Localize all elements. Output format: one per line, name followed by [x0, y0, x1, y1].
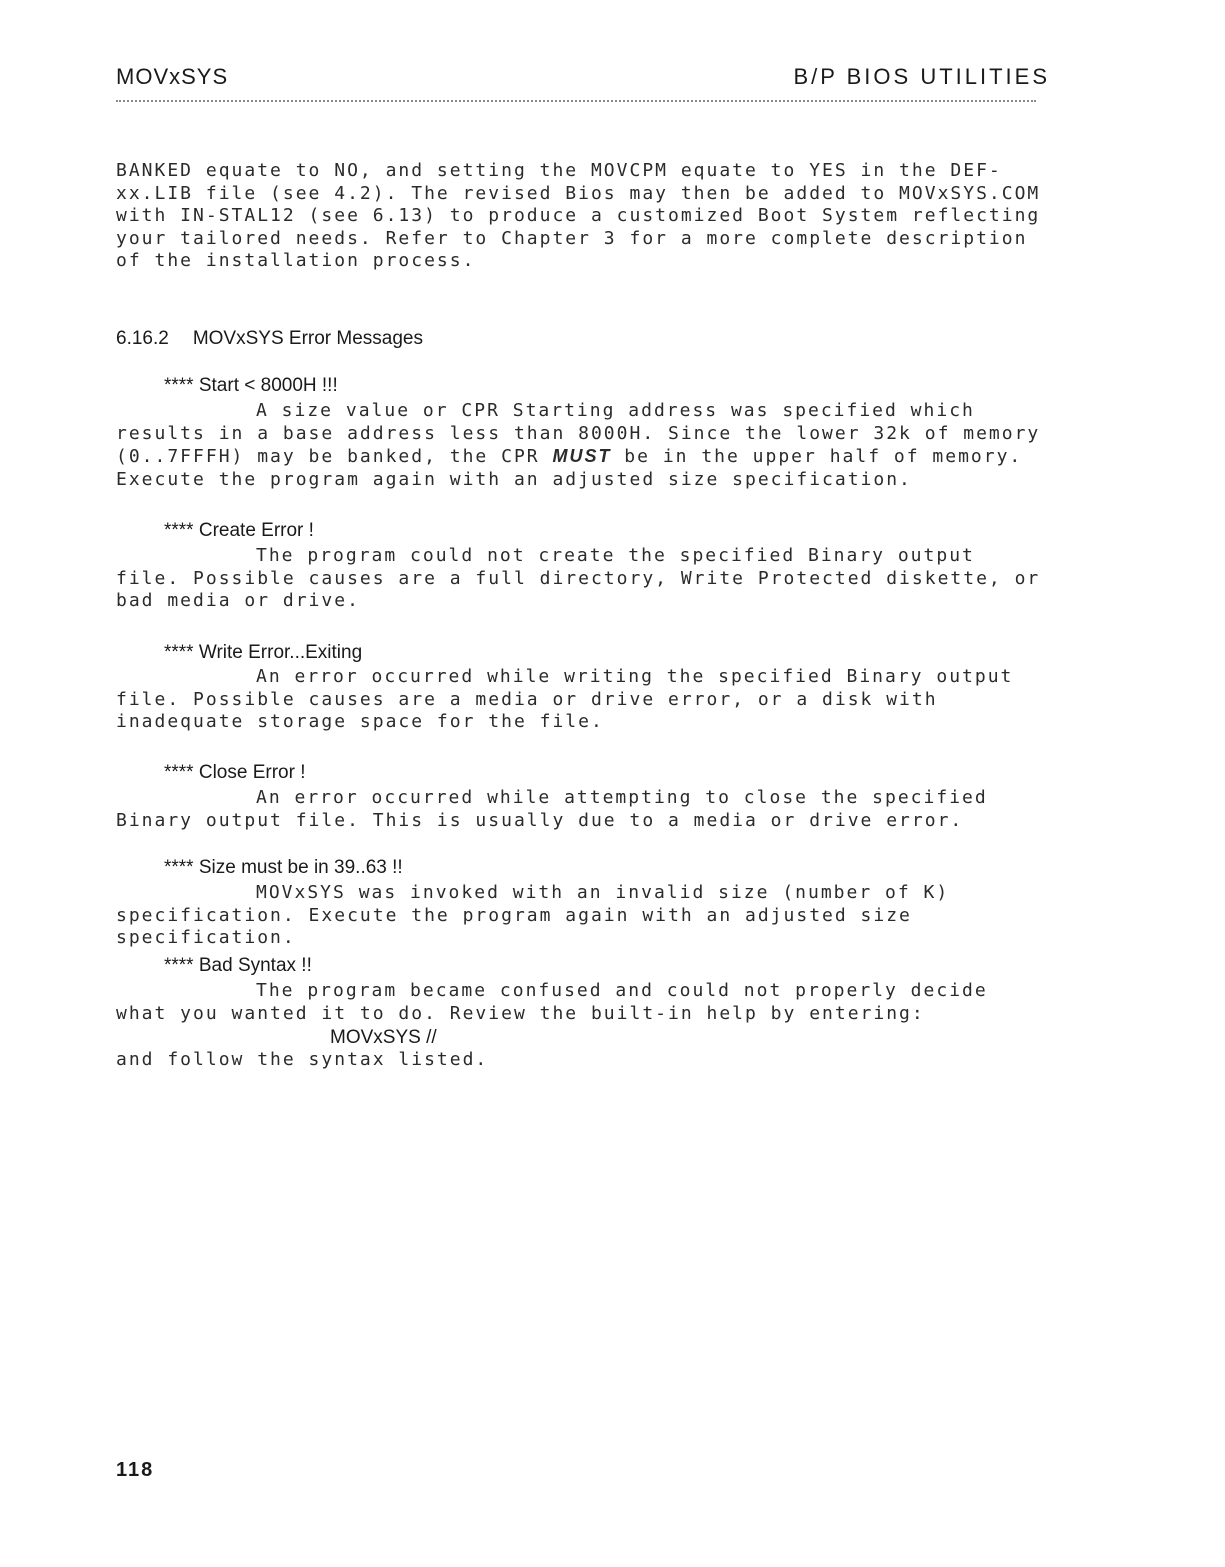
error-body-syntax-text: The program became confused and could not properly decide what you wanted it to do. Review the built-in help by entering: — [116, 980, 988, 1024]
error-body-close — [116, 787, 1046, 832]
error-body-start-b: be in the upper half of memory. Execute the program again with an adjusted size specification. — [116, 446, 1023, 490]
error-title-create: **** Create Error ! — [164, 520, 314, 541]
error-body-create-text: The program could not create the specified Binary output file. Possible causes are a full directory, Write Protected diskette, or bad media or drive. — [116, 545, 1041, 611]
section-number: 6.16.2 — [116, 328, 169, 349]
error-body-start — [116, 400, 1046, 491]
error-body-start-a: A size value or CPR Starting address was specified which results in a base address less than 8000H. Since the lower 32k of memory (0..7FFFH) may be banked, the CPR — [116, 400, 1041, 467]
error-body-size-text: MOVxSYS was invoked with an invalid size (number of K) specification. Execute the program again with an adjusted size specification. — [116, 882, 950, 948]
page-number: 118 — [116, 1459, 155, 1481]
error-body-create — [116, 545, 1046, 613]
error-body-close-text: An error occurred while attempting to close the specified Binary output file. This is usually due to a media or drive error. — [116, 787, 988, 831]
error-title-write: **** Write Error...Exiting — [164, 642, 363, 663]
header-title: MOVxSYS — [116, 64, 229, 89]
error-body-size — [116, 882, 1046, 950]
error-body-write-text: An error occurred while writing the specified Binary output file. Possible causes are a media or drive error, or a disk with inadequate storage space for the file. — [116, 666, 1014, 732]
error-body-start-emph: MUST — [552, 446, 612, 466]
error-title-close: **** Close Error ! — [164, 762, 306, 783]
error-title-start: **** Start < 8000H !!! — [164, 375, 338, 396]
error-title-syntax: **** Bad Syntax !! — [164, 955, 312, 976]
header-rule — [116, 100, 1036, 102]
intro-paragraph: BANKED equate to NO, and setting the MOVCPM equate to YES in the DEF-xx.LIB file (see 4.2). The revised Bios may then be added to MOVxSYS.COM with IN-STAL12 (see 6.13) to produce a customized Boot System reflecting your tailored needs. Refer to Chapter 3 for a more complete description of the installation process. — [116, 160, 1041, 271]
error-title-size: **** Size must be in 39..63 !! — [164, 857, 403, 878]
error-body-syntax — [116, 980, 1046, 1025]
error-body-write — [116, 666, 1046, 734]
header-section: B/P BIOS UTILITIES — [793, 64, 1050, 89]
section-title: MOVxSYS Error Messages — [192, 328, 423, 349]
command-example: MOVxSYS // — [330, 1027, 437, 1048]
section-heading — [116, 328, 447, 350]
closing-line: and follow the syntax listed. — [116, 1049, 489, 1070]
